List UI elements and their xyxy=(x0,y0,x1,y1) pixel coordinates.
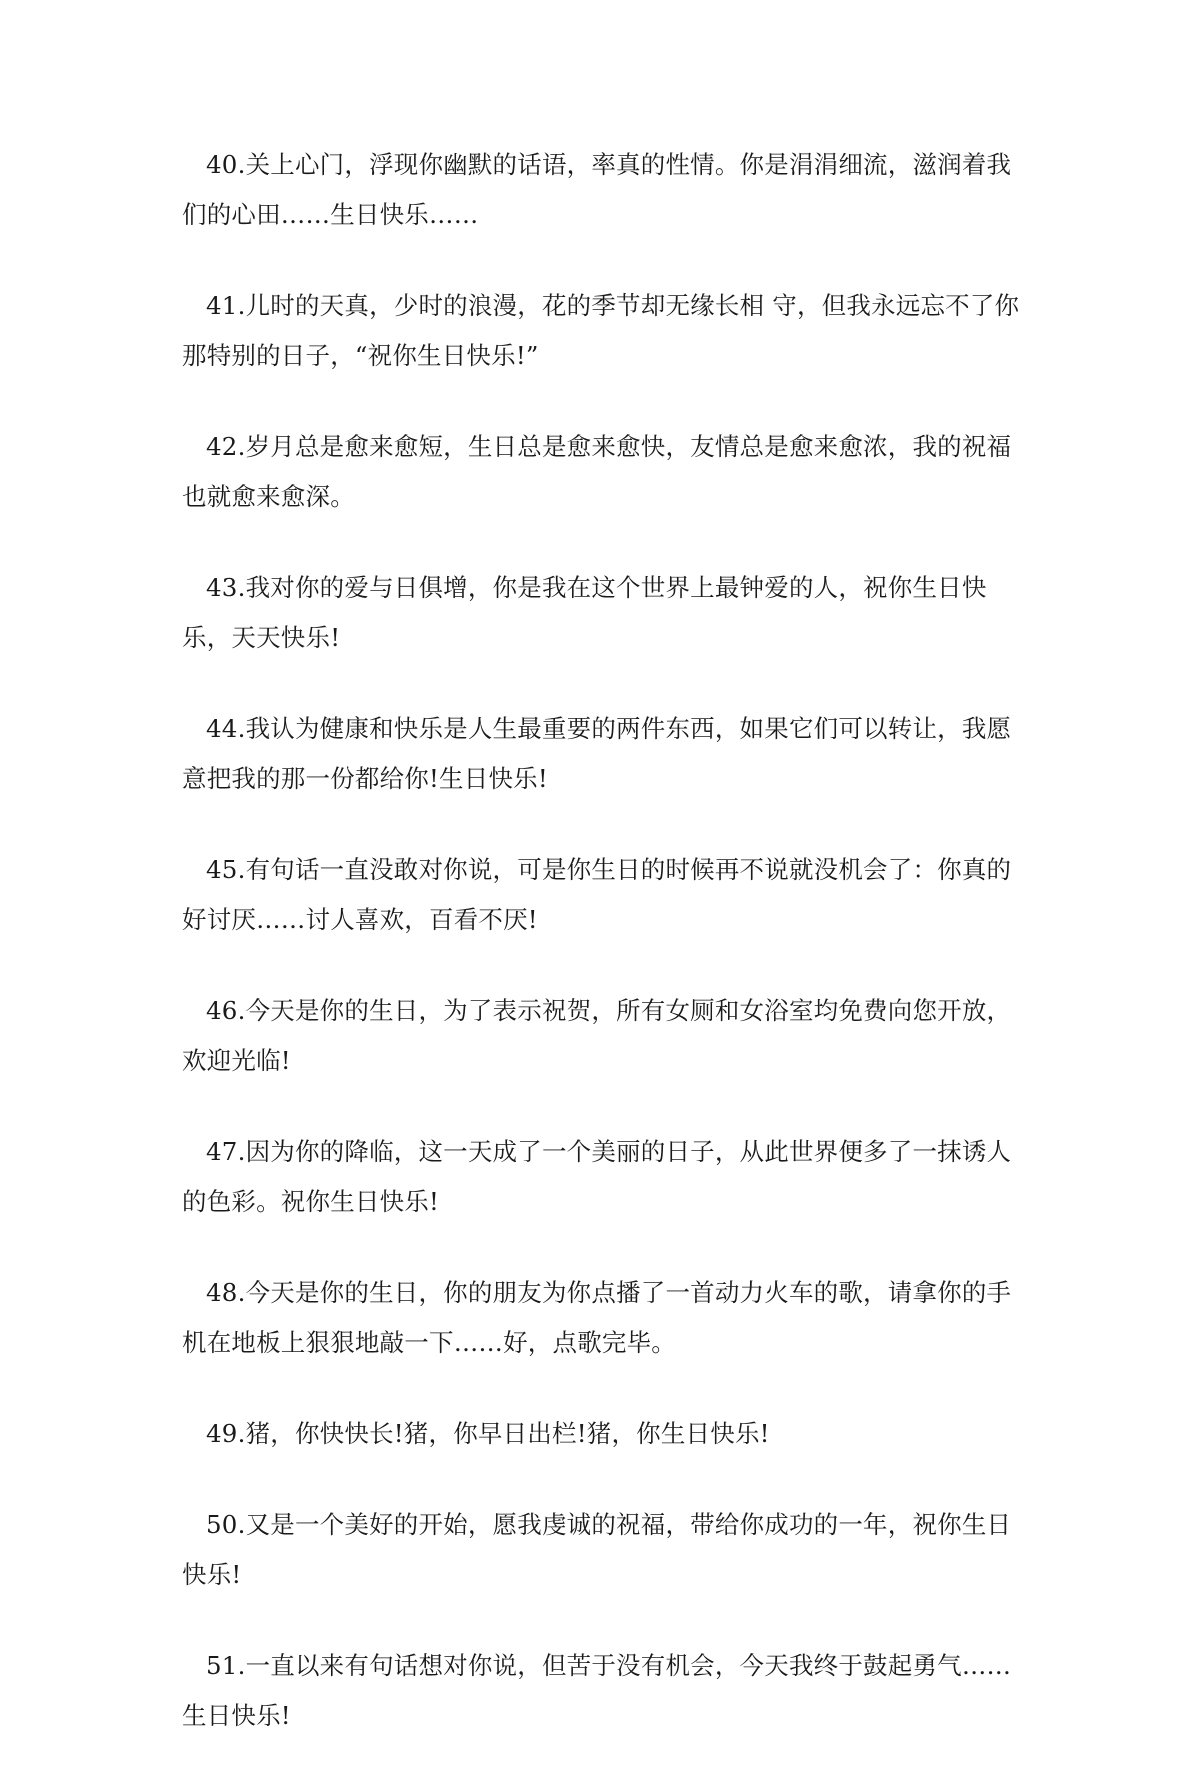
list-item: 49.猪，你快快长!猪，你早日出栏!猪，你生日快乐! xyxy=(206,1419,770,1448)
list-item: 43.我对你的爱与日俱增，你是我在这个世界上最钟爱的人，祝你生日快乐，天天快乐! xyxy=(182,573,987,652)
list-item: 42.岁月总是愈来愈短，生日总是愈来愈快，友情总是愈来愈浓，我的祝福也就愈来愈深。 xyxy=(182,432,1012,511)
list-item: 47.因为你的降临，这一天成了一个美丽的日子，从此世界便多了一抹诱人的色彩。祝你生日快乐! xyxy=(182,1137,1012,1216)
list-item: 44.我认为健康和快乐是人生最重要的两件东西，如果它们可以转让，我愿意把我的那一份都给你!生日快乐! xyxy=(182,714,1012,793)
list-item: 41.儿时的天真，少时的浪漫，花的季节却无缘长相 守，但我永远忘不了你那特别的日子，“祝你生日快乐!” xyxy=(182,291,1020,370)
list-item: 40.关上心门，浮现你幽默的话语，率真的性情。你是涓涓细流，滋润着我们的心田……生日快乐…… xyxy=(182,150,1012,229)
list-item: 51.一直以来有句话想对你说，但苦于没有机会，今天我终于鼓起勇气……生日快乐! xyxy=(182,1651,1012,1730)
list-item: 45.有句话一直没敢对你说，可是你生日的时候再不说就没机会了：你真的好讨厌……讨人喜欢，百看不厌! xyxy=(182,855,1012,934)
list-item: 46.今天是你的生日，为了表示祝贺，所有女厕和女浴室均免费向您开放，欢迎光临! xyxy=(182,996,1012,1075)
list-item: 50.又是一个美好的开始，愿我虔诚的祝福，带给你成功的一年，祝你生日快乐! xyxy=(182,1510,1012,1589)
list-item: 48.今天是你的生日，你的朋友为你点播了一首动力火车的歌，请拿你的手机在地板上狠狠地敲一下……好，点歌完毕。 xyxy=(182,1278,1012,1357)
document-body xyxy=(182,140,1022,1782)
